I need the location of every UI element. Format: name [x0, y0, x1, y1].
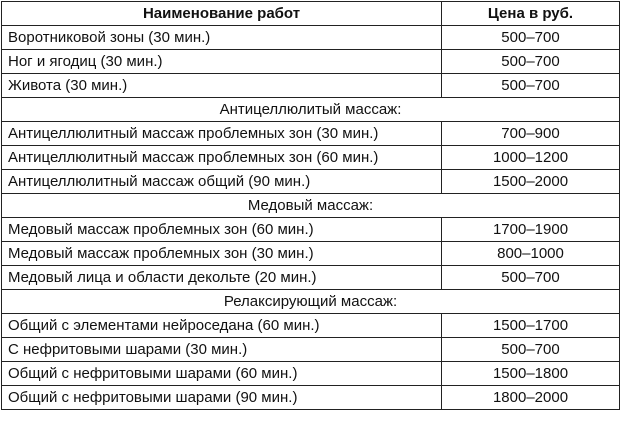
table-row [2, 146, 620, 170]
table-row [2, 74, 620, 98]
service-price: 1500–1700 [442, 314, 620, 338]
service-price: 1800–2000 [442, 386, 620, 410]
section-title: Медовый массаж: [2, 194, 620, 218]
section-row [2, 290, 620, 314]
service-name: Воротниковой зоны (30 мин.) [2, 26, 442, 50]
service-name: Антицеллюлитный массаж общий (90 мин.) [2, 170, 442, 194]
service-price: 500–700 [442, 26, 620, 50]
service-name: Живота (30 мин.) [2, 74, 442, 98]
service-name: Медовый лица и области декольте (20 мин.) [2, 266, 442, 290]
service-name: Антицеллюлитный массаж проблемных зон (30 мин.) [2, 122, 442, 146]
service-name: Общий с нефритовыми шарами (60 мин.) [2, 362, 442, 386]
service-price: 1000–1200 [442, 146, 620, 170]
service-price: 1500–1800 [442, 362, 620, 386]
service-price: 500–700 [442, 266, 620, 290]
service-price: 1500–2000 [442, 170, 620, 194]
service-name: Антицеллюлитный массаж проблемных зон (60 мин.) [2, 146, 442, 170]
service-name: Медовый массаж проблемных зон (30 мин.) [2, 242, 442, 266]
service-name: С нефритовыми шарами (30 мин.) [2, 338, 442, 362]
table-row [2, 218, 620, 242]
table-row [2, 338, 620, 362]
table-row [2, 170, 620, 194]
table-row [2, 50, 620, 74]
section-row [2, 194, 620, 218]
service-price: 1700–1900 [442, 218, 620, 242]
service-price: 500–700 [442, 74, 620, 98]
table-header-row [2, 2, 620, 26]
table-row [2, 266, 620, 290]
service-price: 500–700 [442, 50, 620, 74]
column-header-name: Наименование работ [2, 2, 442, 26]
service-price: 500–700 [442, 338, 620, 362]
table-row [2, 122, 620, 146]
service-name: Медовый массаж проблемных зон (60 мин.) [2, 218, 442, 242]
price-table [1, 1, 620, 410]
service-name: Ног и ягодиц (30 мин.) [2, 50, 442, 74]
table-row [2, 386, 620, 410]
section-row [2, 98, 620, 122]
service-price: 700–900 [442, 122, 620, 146]
section-title: Релаксирующий массаж: [2, 290, 620, 314]
service-price: 800–1000 [442, 242, 620, 266]
service-name: Общий с элементами нейроседана (60 мин.) [2, 314, 442, 338]
service-name: Общий с нефритовыми шарами (90 мин.) [2, 386, 442, 410]
section-title: Антицеллюлитый массаж: [2, 98, 620, 122]
table-row [2, 26, 620, 50]
table-row [2, 314, 620, 338]
table-body [2, 26, 620, 410]
table-row [2, 362, 620, 386]
column-header-price: Цена в руб. [442, 2, 620, 26]
table-row [2, 242, 620, 266]
